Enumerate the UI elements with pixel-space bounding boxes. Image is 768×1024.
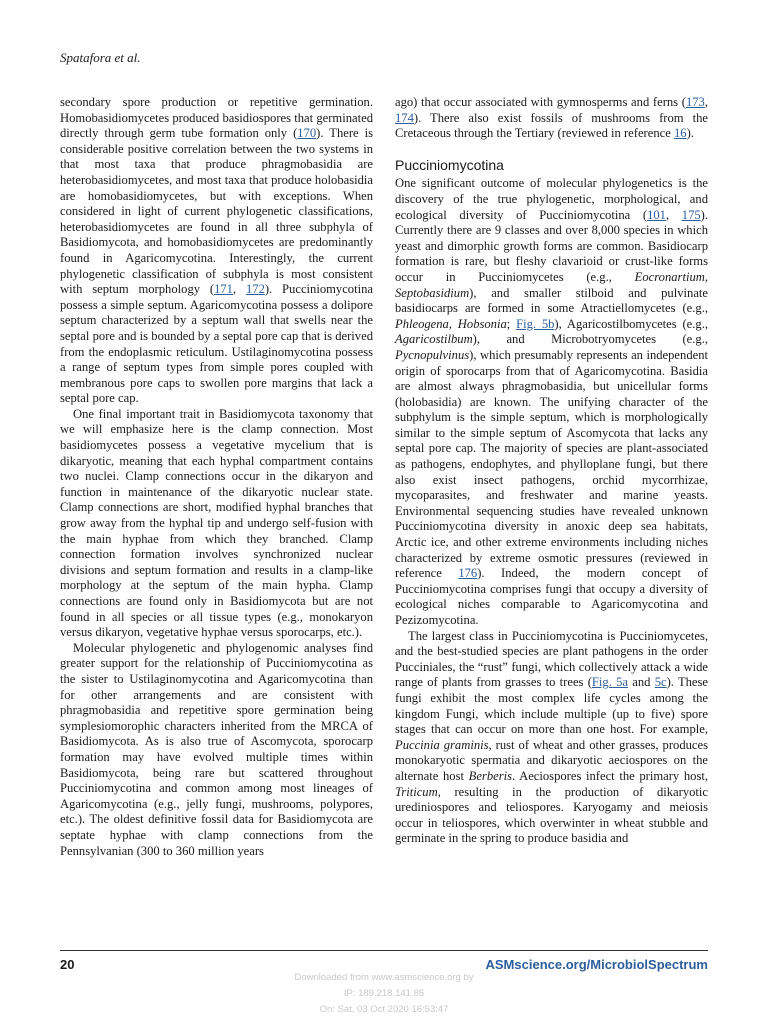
paragraph: One significant outcome of molecular phylogenetics is the discovery of the true phylogenetic, morphological, and ecological diversity of Pucciniomycotina (101, 175). Currently there are 9 classes and over 8,000 species in which yeast and dimorphic growth forms are common. Basidiocarp formation is rare, but fleshy clavarioid or crust-like forms occur in Pucciniomycetes (e.g., Eocronartium, Septobasidium), and smaller stilboid and pulvinate basidiocarps are formed in some Atractiellomycetes (e.g., Phleogena, Hobsonia; Fig. 5b), Agaricostilbomycetes (e.g., Agaricostilbum), and Microbotryomycetes (e.g., Pycnopulvinus), which presumably represents an independent origin of sporocarps from that of Agaricomycotina. Basidia are almost always phragmobasidia, but unicellular forms (holobasidia) are known. The unifying character of the subphylum is the simple septum, which is morphologically similar to the simple septum of Ascomycota that lacks any septal pore cap. The majority of species are plant-associated as pathogens, endophytes, and phylloplane fungi, but there also exist insect pathogens, orchid mycorrhizae, mycoparasites, and freshwater and marine yeasts. Environmental sequencing studies have revealed unknown Pucciniomycotina diversity in anoxic deep sea habitats, Arctic ice, and other extreme environments including niches characterized by extreme osmotic pressures (reviewed in reference 176). Indeed, the modern concept of Pucciniomycotina comprises fungi that occupy a diversity of ecological niches comparable to Agaricomycotina and Pezizomycotina. [395,176,708,627]
citation-link[interactable]: 101 [647,207,666,222]
download-watermark: On: Sat, 03 Oct 2020 16:53:47 [319,1004,449,1015]
section-heading: Pucciniomycotina [395,156,504,173]
journal-url[interactable]: ASMscience.org/MicrobiolSpectrum [485,957,708,972]
citation-link[interactable]: 170 [297,126,317,141]
paragraph: The largest class in Pucciniomycotina is Pucciniomycetes, and the best-studied species are plant pathogens in the order Pucciniales, the “rust” fungi, which collectively attack a wide range of plants from grasses to trees (Fig. 5a and 5c). These fungi exhibit the most complex life cycles among the kingdom Fungi, which include multiple (up to five) spore stages that can occur on more than one host. For example, Puccinia graminis, rust of wheat and other grasses, produces monokaryotic spermatia and dikaryotic aeciospores on the alternate host Berberis. Aeciospores infect the primary host, Triticum, resulting in the production of dikaryotic urediniospores and teliospores. Karyogamy and meiosis occur in teliospores, which overwinter in wheat stubble and germinate in the spring to produce basidia and [395,628,709,846]
citation-link[interactable]: 173 [685,95,705,109]
paragraph: secondary spore production or repetitive germination. Homobasidiomycetes produced basidiospores that germinated directly through germ tube formation only (170). There is considerable positive correlation between the two systems in that most taxa that produce phragmobasidia are heterobasidiomycetes, and most taxa that produce holobasidia are homobasidiomycetes, but with exceptions. When considered in light of current phylogenetic classifications, heterobasidiomycetes are found in all three subphyla of Basidiomycota, and homobasidiomycetes are predominantly found in Agaricomycotina. Interestingly, the current phylogenetic classification of subphyla is most consistent with septum morphology (171, 172). Pucciniomycotina possess a simple septum. Agaricomycotina possess a dolipore septum characterized by a septum wall that swells near the septal pore and is bounded by a septal pore cap that is derived from the endoplasmic reticulum. Ustilaginomycotina possess a range of septum types from simple pores coupled with membranous pore caps to swollen pore margins that lack a septal pore cap. [60,95,373,406]
citation-link[interactable]: 172 [245,282,265,297]
running-head: Spatafora et al. [60,50,141,65]
figure-link[interactable]: 5c [654,675,667,690]
left-column [60,95,373,859]
citation-link[interactable]: 174 [395,110,414,125]
right-column [395,95,708,847]
paragraph: Molecular phylogenetic and phylogenomic analyses find greater support for the relationship of Pucciniomycotina as the sister to Ustilaginomycotina and Agaricomycotina than for other arrangements and are consistent with phragmobasidia and repetitive spore germination being symplesiomorophic characters inherited from the MRCA of Basidiomycota. As is also true of Ascomycota, sporocarp formation may have evolved multiple times within Basidiomycota, being rare but scattered throughout Pucciniomycotina and common among most lineages of Agaricomycotina (e.g., jelly fungi, mushrooms, polypores, etc.). The oldest definitive fossil data for Basidiomycota are septate hyphae with clamp connections from the Pennsylvanian (300 to 360 million years [60,640,373,858]
download-watermark: Downloaded from www.asmscience.org by [294,972,474,983]
citation-link[interactable]: 16 [673,126,687,141]
footer-rule [60,950,708,951]
paragraph: ago) that occur associated with gymnosperms and ferns (173, 174). There also exist fossils of mushrooms from the Cretaceous through the Tertiary (reviewed in reference 16). [395,95,708,141]
figure-link[interactable]: Fig. 5a [591,675,628,690]
citation-link[interactable]: 171 [214,282,233,297]
download-watermark: IP: 189.218.141.85 [343,988,425,999]
citation-link[interactable]: 175 [681,207,701,222]
citation-link[interactable]: 176 [458,566,478,581]
figure-link[interactable]: Fig. 5b [516,316,555,331]
page-number: 20 [60,957,75,972]
paragraph: One final important trait in Basidiomycota taxonomy that we will emphasize here is the clamp connection. Most basidiomycetes possess a vegetative mycelium that is dikaryotic, meaning that each hyphal compartment contains two nuclei. Clamp connections occur in the dikaryon and function in maintenance of the dikaryotic nuclear state. Clamp connections are short, modified hyphal branches that grow away from the hyphal tip and undergo self-fusion with the main hyphae from which they branched. Clamp connection formation involves synchronized nuclear divisions and septum formation and results in a clamp-like morphology at the septum of the main hypha. Clamp connections are found only in Basidiomycota but are not found in all species or all tissue types (e.g., monokaryon versus dikaryon, vegetative hyphae versus sporocarps, etc.). [60,406,373,640]
